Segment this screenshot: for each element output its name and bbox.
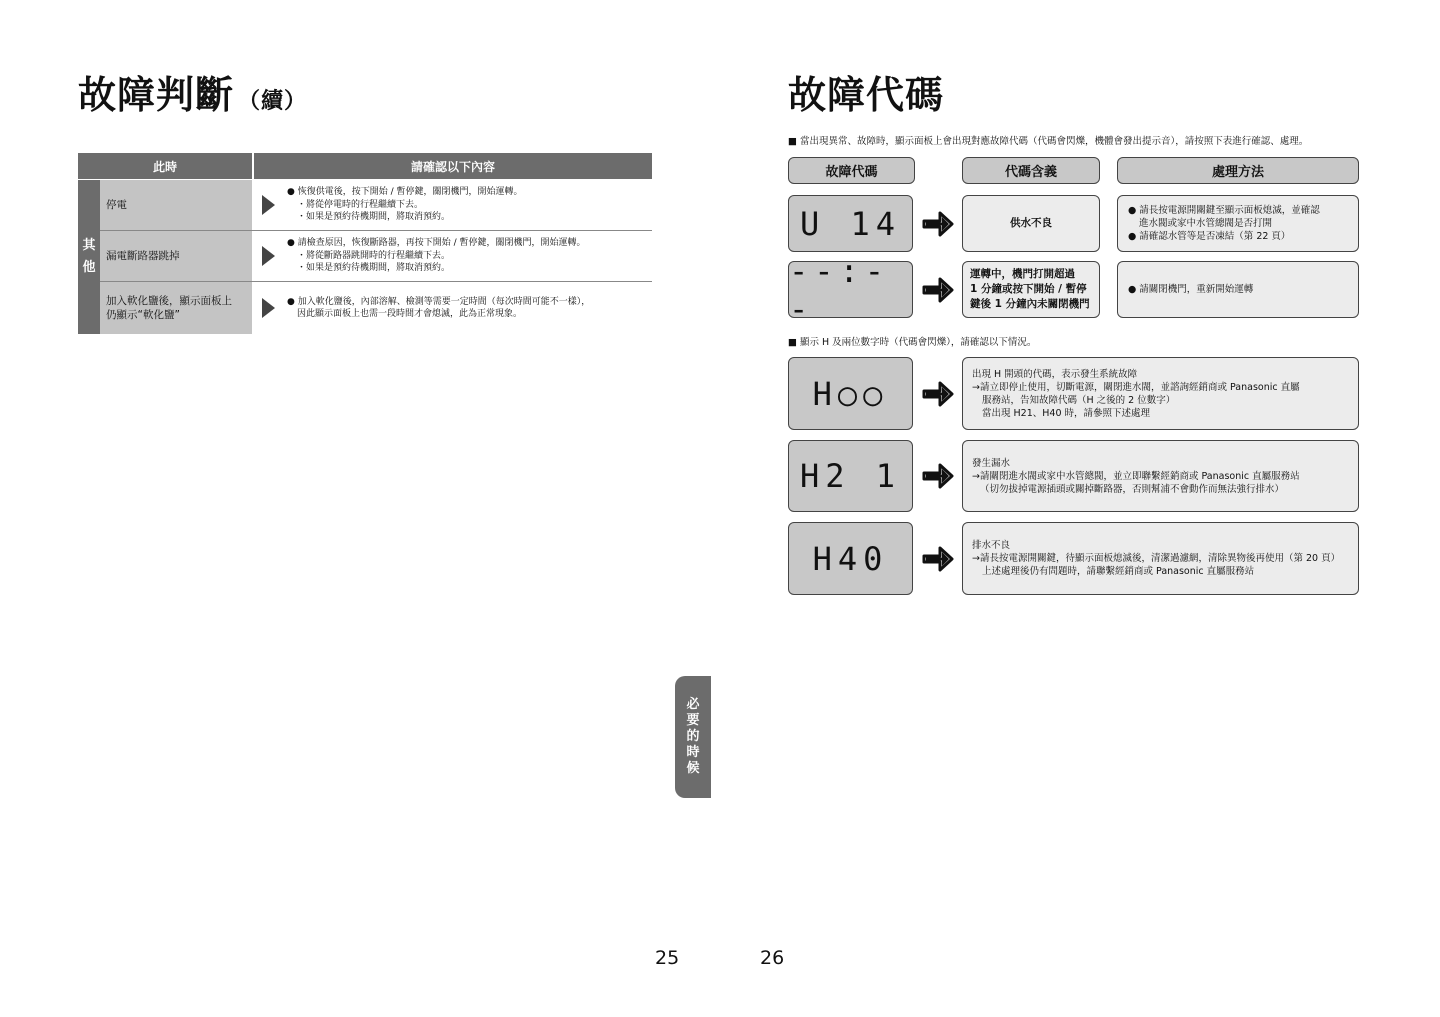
check-line: ● 加入軟化鹽後，內部溶解、檢測等需要一定時間（每次時間可能不一樣），: [287, 296, 591, 307]
triangle-arrow-icon: [262, 246, 275, 266]
desc-line: →請立即停止使用，切斷電源，關閉進水閥，並諮詢經銷商或 Panasonic 直屬: [972, 381, 1300, 393]
tab-char: 必: [686, 697, 700, 712]
check-cell: [254, 282, 652, 334]
intro-note: ■ 當出現異常、故障時，顯示面板上會出現對應故障代碼（代碼會閃爍，機體會發出提示音），請按照下表進行確認、處理。: [788, 136, 1309, 147]
right-arrow-icon: [922, 378, 954, 410]
check-line: ● 請檢查原因，恢復斷路器，再按下開始 / 暫停鍵，關閉機門，開始運轉。: [287, 238, 586, 249]
table-row: [100, 180, 652, 231]
condition-line: 加入軟化鹽後，顯示面板上: [106, 295, 232, 307]
action-line: ● 請長按電源開關鍵至顯示面板熄滅，並確認: [1128, 205, 1320, 216]
action-line: ● 請確認水管等是否凍結（第 22 頁）: [1128, 231, 1291, 242]
table-row: [100, 282, 652, 334]
page-title-right: 故障代碼: [788, 73, 945, 117]
side-char: 他: [82, 260, 96, 275]
right-arrow-icon: [922, 543, 954, 575]
header-code-meaning: 代碼含義: [962, 157, 1100, 184]
check-cell: [254, 231, 652, 281]
desc-line: →請關閉進水閥或家中水管總閥，並立即聯繫經銷商或 Panasonic 直屬服務站: [972, 470, 1300, 482]
desc-line: 排水不良: [972, 540, 1011, 551]
desc-line: 服務站，告知故障代碼（H 之後的 2 位數字）: [982, 394, 1176, 406]
page-title-left: [78, 64, 307, 119]
action-line: 進水閥或家中水管總閥是否打開: [1139, 218, 1273, 229]
title-text: 故障判斷: [78, 73, 235, 117]
column-header-check: 請確認以下內容: [254, 153, 652, 179]
table-body: [78, 180, 652, 334]
desc-line: （切勿拔掉電源插頭或關掉斷路器，否則幫浦不會動作而無法強行排水）: [980, 483, 1285, 495]
meaning-cell: [962, 261, 1100, 318]
h-code-description: [962, 357, 1359, 430]
check-line: 因此顯示面板上也需一段時間才會熄滅，此為正常現象。: [297, 309, 523, 319]
h-code-note: ■ 顯示 H 及兩位數字時（代碼會閃爍），請確認以下情況。: [788, 337, 1037, 348]
desc-line: 上述處理後仍有問題時，請聯繫經銷商或 Panasonic 直屬服務站: [982, 566, 1255, 577]
lcd-code: H40: [812, 539, 889, 578]
meaning-cell: 供水不良: [962, 195, 1100, 252]
tab-char: 候: [686, 761, 700, 776]
lcd-display-h21: [788, 440, 913, 512]
meaning-line: 鍵後 1 分鐘內未關閉機門: [970, 298, 1090, 310]
troubleshoot-table: [78, 153, 652, 334]
side-char: 其: [82, 238, 96, 253]
meaning-line: 1 分鐘或按下開始 / 暫停: [970, 283, 1087, 295]
header-error-code: 故障代碼: [788, 157, 915, 184]
desc-line: 當出現 H21、H40 時，請參照下述處理: [982, 407, 1151, 419]
action-cell: ● 請關閉機門，重新開始運轉: [1117, 261, 1359, 318]
check-line: ● 恢復供電後，按下開始 / 暫停鍵，關閉機門，開始運轉。: [287, 187, 523, 198]
check-cell: [254, 180, 652, 230]
tab-char: 的: [686, 729, 700, 744]
condition-cell: 漏電斷路器跳掉: [100, 231, 252, 281]
lcd-code: --:--: [789, 251, 891, 328]
lcd-code: H○○: [812, 374, 889, 413]
condition-cell: 停電: [100, 180, 252, 230]
table-header: [78, 153, 652, 179]
condition-cell: [100, 282, 252, 334]
lcd-display-u14: [788, 195, 913, 252]
lcd-display-door: [788, 251, 913, 328]
desc-line: 發生漏水: [972, 457, 1011, 469]
lcd-display-h40: [788, 522, 913, 595]
page-number-left: 25: [655, 947, 680, 969]
table-row: [100, 231, 652, 282]
page-number-right: 26: [760, 947, 785, 969]
h40-description: [962, 522, 1359, 595]
header-solution: 處理方法: [1117, 157, 1359, 184]
right-arrow-icon: [922, 274, 954, 306]
tab-char: 時: [686, 745, 700, 760]
lcd-code: U 14: [799, 204, 902, 243]
check-line: ・將從斷路器跳開時的行程繼續下去。: [297, 250, 451, 261]
side-label-other: [78, 180, 100, 334]
desc-line: 出現 H 開頭的代碼，表示發生系統故障: [972, 368, 1138, 380]
right-arrow-icon: [922, 208, 954, 240]
action-cell: [1117, 195, 1359, 252]
check-line: ・如果是預約待機期間，將取消預約。: [297, 263, 451, 274]
desc-line: →請長按電源開關鍵，待顯示面板熄滅後，清潔過濾網，清除異物後再使用（第 20 頁）: [972, 553, 1341, 564]
lcd-code: H2 1: [799, 457, 902, 495]
triangle-arrow-icon: [262, 298, 275, 318]
meaning-line: 運轉中，機門打開超過: [970, 268, 1075, 280]
lcd-display-hxx: [788, 357, 913, 430]
triangle-arrow-icon: [262, 195, 275, 215]
condition-line: 仍顯示“軟化鹽”: [106, 309, 180, 321]
right-arrow-icon: [922, 460, 954, 492]
section-tab: [675, 676, 711, 798]
h21-description: [962, 440, 1359, 512]
check-line: ・如果是預約待機期間，將取消預約。: [297, 212, 451, 223]
column-header-situation: 此時: [78, 153, 252, 179]
tab-char: 要: [686, 713, 700, 728]
check-line: ・將從停電時的行程繼續下去。: [297, 199, 424, 210]
title-suffix: （續）: [238, 89, 308, 114]
